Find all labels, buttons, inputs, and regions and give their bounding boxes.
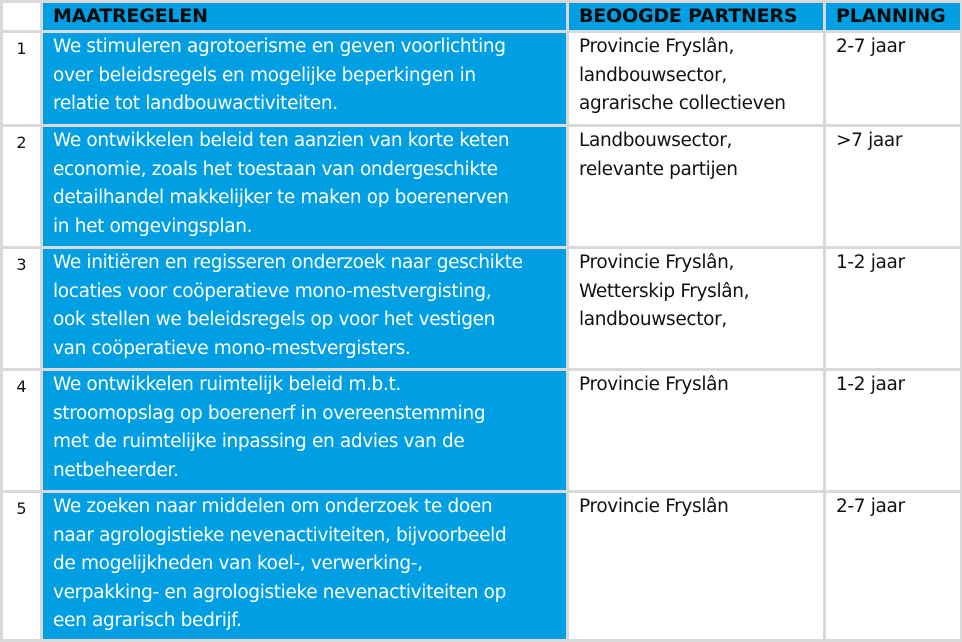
measure-line: de mogelijkheden van koel-, verwerking-,	[53, 553, 423, 575]
measure-cell	[42, 370, 568, 492]
measure-line: locaties voor coöperatieve mono-mestvergisting,	[53, 280, 492, 302]
header-measures: MAATREGELEN	[42, 2, 568, 32]
row-number: 2	[2, 126, 42, 248]
table-row	[2, 248, 962, 370]
partner-line: Landbouwsector,	[579, 130, 733, 151]
measure-cell	[42, 126, 568, 248]
measure-cell	[42, 248, 568, 370]
row-number: 5	[2, 492, 42, 641]
header-partners: BEOOGDE PARTNERS	[568, 2, 825, 32]
measure-line: in het omgevingsplan.	[53, 215, 253, 237]
row-number: 1	[2, 32, 42, 126]
partners-cell	[568, 248, 825, 370]
measure-line: economie, zoals het toestaan van ondergeschikte	[53, 158, 498, 180]
table-row	[2, 126, 962, 248]
partner-line: Provincie Fryslân	[579, 496, 729, 517]
measure-line: We ontwikkelen ruimtelijk beleid m.b.t.	[53, 374, 401, 395]
partner-line: landbouwsector,	[579, 64, 727, 86]
table-row	[2, 492, 962, 641]
table-header-row	[2, 2, 962, 32]
measure-line: stroomopslag op boerenerf in overeenstemming	[53, 402, 486, 424]
measure-line: over beleidsregels en mogelijke beperkingen in	[53, 64, 476, 86]
partners-cell	[568, 370, 825, 492]
measure-line: We zoeken naar middelen om onderzoek te doen	[53, 496, 493, 517]
measure-line: verpakking- en agrologistieke nevenactiviteiten op	[53, 581, 506, 603]
measure-line: van coöperatieve mono-mestvergisters.	[53, 337, 411, 359]
partners-cell	[568, 126, 825, 248]
measure-line: We stimuleren agrotoerisme en geven voorlichting	[53, 36, 506, 57]
measure-line: met de ruimtelijke inpassing en advies van de	[53, 431, 465, 453]
measure-line: We initiëren en regisseren onderzoek naar geschikte	[53, 252, 523, 273]
measure-line: naar agrologistieke nevenactiviteiten, bijvoorbeeld	[53, 524, 507, 546]
partners-cell	[568, 32, 825, 126]
planning-cell: 2-7 jaar	[825, 492, 962, 641]
measure-line: We ontwikkelen beleid ten aanzien van korte keten	[53, 130, 510, 151]
header-planning: PLANNING	[825, 2, 962, 32]
measure-cell	[42, 32, 568, 126]
measure-cell	[42, 492, 568, 641]
planning-cell: 1-2 jaar	[825, 248, 962, 370]
measure-line: detailhandel makkelijker te maken op boerenerven	[53, 187, 509, 209]
measure-line: een agrarisch bedrijf.	[53, 610, 242, 632]
partner-line: Provincie Fryslân,	[579, 36, 735, 57]
measure-line: relatie tot landbouwactiviteiten.	[53, 93, 338, 115]
measure-line: ook stellen we beleidsregels op voor het vestigen	[53, 309, 496, 331]
partner-line: relevante partijen	[579, 158, 738, 180]
planning-cell: >7 jaar	[825, 126, 962, 248]
header-number	[2, 2, 42, 32]
row-number: 3	[2, 248, 42, 370]
partner-line: Provincie Fryslân	[579, 374, 729, 395]
partner-line: agrarische collectieven	[579, 93, 786, 115]
partner-line: Provincie Fryslân,	[579, 252, 735, 273]
partner-line: landbouwsector,	[579, 309, 727, 331]
planning-cell: 2-7 jaar	[825, 32, 962, 126]
table-row	[2, 32, 962, 126]
partners-cell	[568, 492, 825, 641]
table-row	[2, 370, 962, 492]
partner-line: Wetterskip Fryslân,	[579, 280, 750, 302]
planning-cell: 1-2 jaar	[825, 370, 962, 492]
row-number: 4	[2, 370, 42, 492]
measure-line: netbeheerder.	[53, 459, 179, 481]
